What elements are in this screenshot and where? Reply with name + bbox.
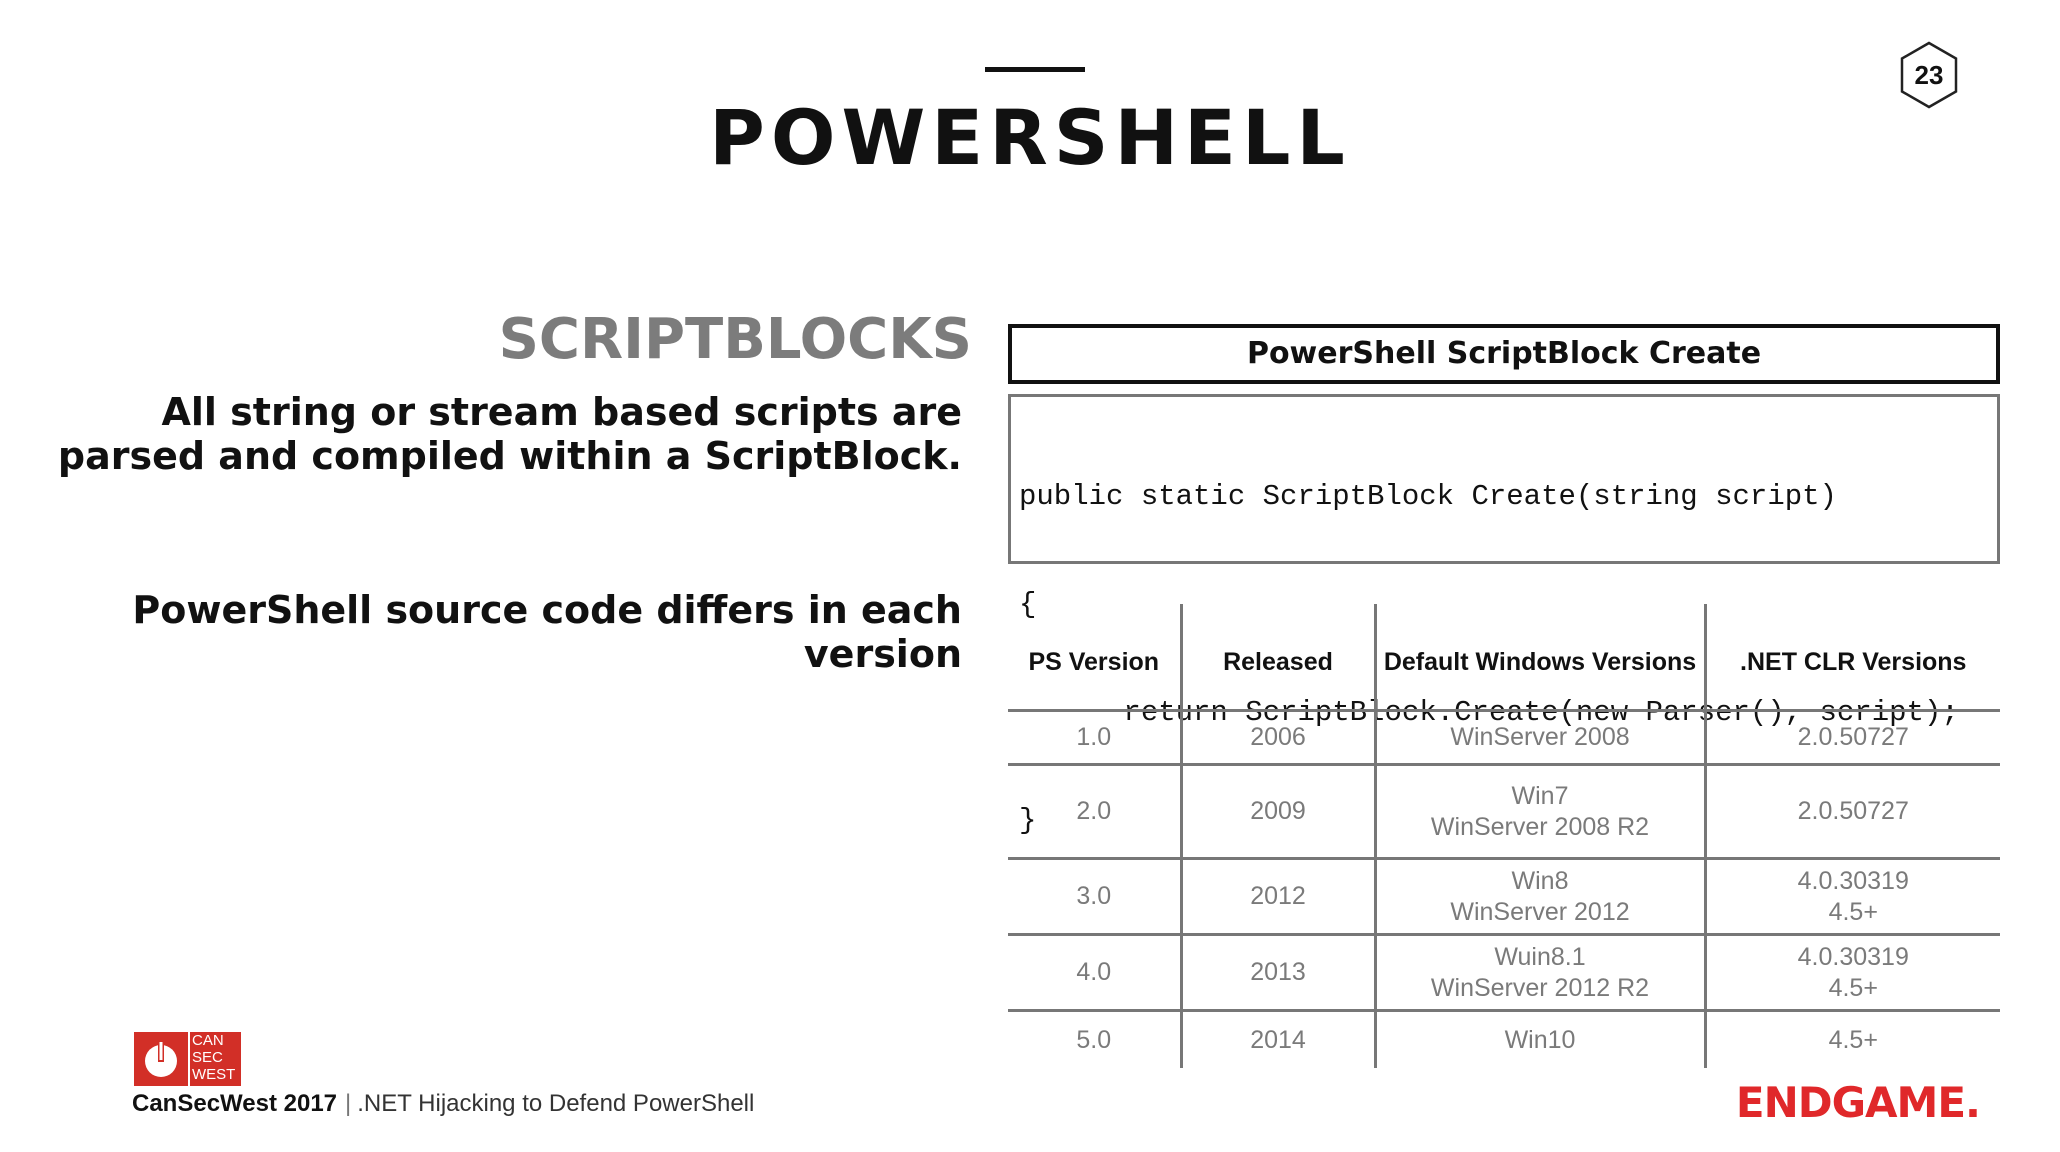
slide-title: POWERSHELL [709, 93, 1351, 182]
cell-line: WinServer 2012 R2 [1430, 973, 1650, 1002]
section-heading: SCRIPTBLOCKS [498, 307, 972, 372]
cell-released: 2013 [1181, 935, 1375, 1011]
code-line: public static ScriptBlock Create(string script) [1019, 480, 1837, 513]
cell-clr [1705, 765, 2000, 859]
code-line: { [1019, 588, 1037, 621]
cell-line: 2.0.50727 [1797, 797, 1909, 825]
title-rule [985, 67, 1085, 72]
header-released: Released [1181, 604, 1375, 711]
cell-ps-version: 5.0 [1008, 1011, 1181, 1069]
cell-line: WinServer 2008 R2 [1430, 812, 1650, 841]
cell-ps-version: 4.0 [1008, 935, 1181, 1011]
cell-ps-version: 2.0 [1008, 765, 1181, 859]
cell-released: 2006 [1181, 711, 1375, 765]
cell-released: 2009 [1181, 765, 1375, 859]
header-ps-version: PS Version [1008, 604, 1181, 711]
logo-word: CAN [192, 1032, 224, 1049]
table-header-row [1008, 604, 2000, 711]
cell-windows [1375, 935, 1705, 1011]
logo-word: WEST [192, 1066, 236, 1083]
cell-released: 2014 [1181, 1011, 1375, 1069]
table-row [1008, 859, 2000, 935]
code-panel-title: PowerShell ScriptBlock Create [1008, 324, 2000, 384]
logo-wordmark [190, 1032, 241, 1086]
header-clr-versions: .NET CLR Versions [1705, 604, 2000, 711]
endgame-logo: ENDGAME. [1735, 1078, 1980, 1127]
cell-clr [1705, 935, 2000, 1011]
cell-line: 4.0.30319 [1797, 942, 1909, 971]
version-table [1008, 604, 2000, 1068]
cell-windows [1375, 765, 1705, 859]
cell-clr [1705, 1011, 2000, 1069]
cansecwest-logo [134, 1032, 241, 1086]
cell-line: 2.0.50727 [1797, 723, 1909, 751]
cell-line: Win10 [1504, 1025, 1576, 1054]
table-row [1008, 765, 2000, 859]
talk-title: .NET Hijacking to Defend PowerShell [357, 1090, 755, 1117]
cell-line: WinServer 2008 [1450, 723, 1630, 751]
footer-caption [132, 1090, 754, 1118]
power-dial-icon [134, 1032, 188, 1086]
cell-released: 2012 [1181, 859, 1375, 935]
logo-mark [134, 1032, 188, 1086]
table-row [1008, 1011, 2000, 1069]
cell-line: Win8 [1511, 866, 1569, 895]
body-paragraph-versions: PowerShell source code differs in each version [132, 588, 962, 676]
footer-separator: | [345, 1090, 352, 1117]
cell-ps-version: 3.0 [1008, 859, 1181, 935]
cell-clr [1705, 859, 2000, 935]
table-row [1008, 935, 2000, 1011]
page-number-badge [1898, 40, 1960, 110]
cell-line: 4.5+ [1828, 1025, 1878, 1054]
table-row [1008, 711, 2000, 765]
cell-ps-version: 1.0 [1008, 711, 1181, 765]
body-paragraph-scriptblock: All string or stream based scripts are parsed and compiled within a ScriptBlock. [57, 390, 962, 478]
logo-word: SEC [192, 1049, 223, 1066]
cell-line: Wuin8.1 [1494, 942, 1586, 971]
cell-windows [1375, 859, 1705, 935]
cell-clr [1705, 711, 2000, 765]
conference-name: CanSecWest 2017 [132, 1090, 338, 1117]
cell-line: Win7 [1511, 781, 1569, 810]
header-default-windows: Default Windows Versions [1375, 604, 1705, 711]
cell-line: WinServer 2012 [1450, 897, 1630, 926]
cell-line: 4.5+ [1828, 973, 1878, 1002]
page-number: 23 [1914, 60, 1944, 90]
cell-windows [1375, 711, 1705, 765]
code-line: return ScriptBlock.Create(new Parser(), script); [1019, 696, 1959, 729]
cell-line: 4.5+ [1828, 897, 1878, 926]
code-line: } [1019, 804, 1037, 837]
cell-line: 4.0.30319 [1797, 866, 1909, 895]
cell-windows [1375, 1011, 1705, 1069]
